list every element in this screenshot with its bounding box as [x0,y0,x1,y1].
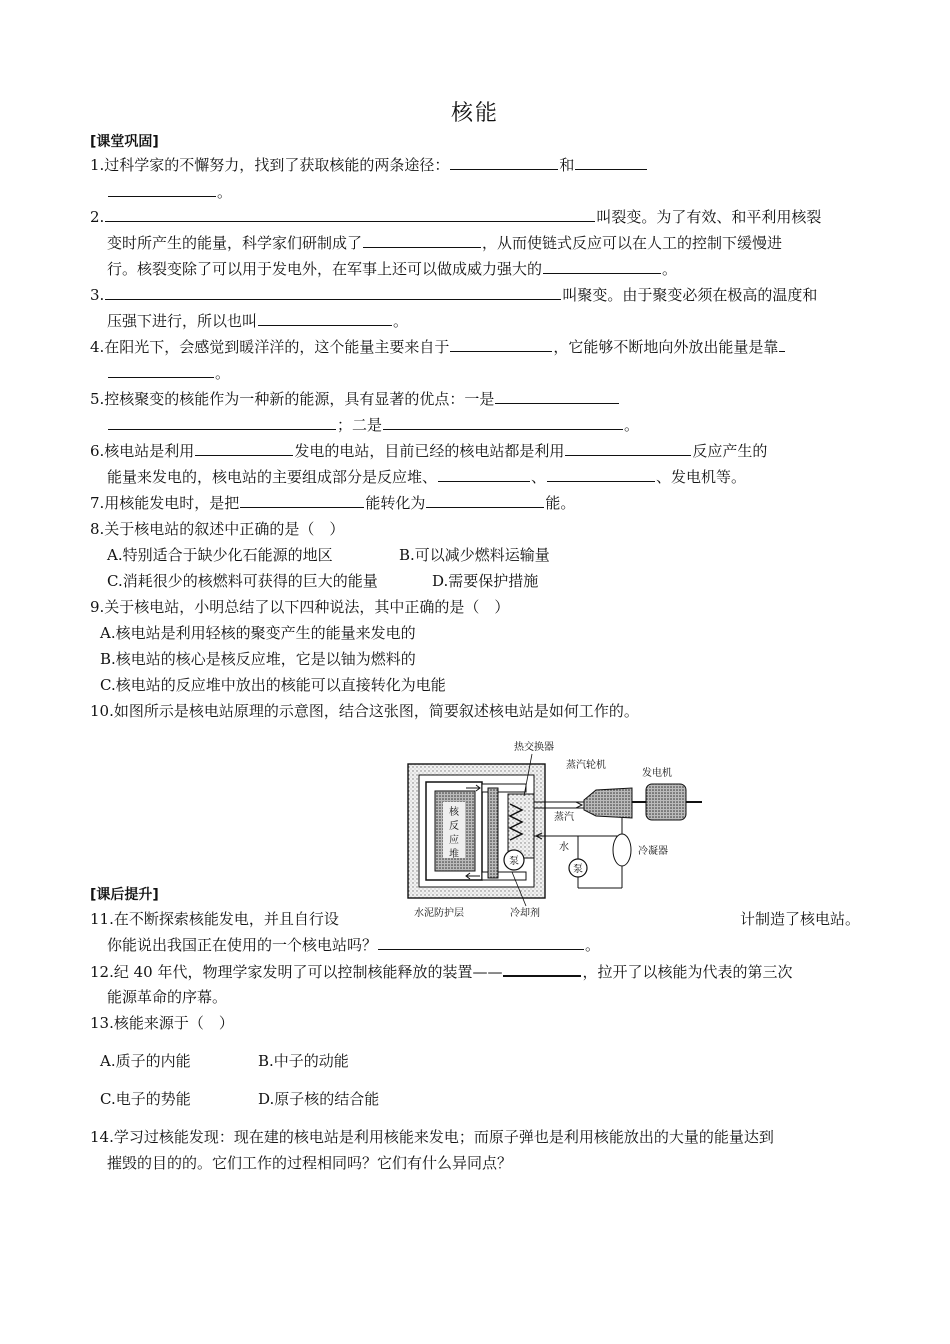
svg-text:反: 反 [449,821,459,832]
answer-blank[interactable] [105,206,595,222]
question-6-line-1: 6.核电站是利用 发电的电站，目前已经的核电站都是利用 反应产生的 [90,442,768,460]
question-13-options-row-2 [100,1088,870,1110]
answer-blank[interactable] [105,284,561,300]
question-8-stem: 8.关于核电站的叙述中正确的是（ ） [90,520,345,538]
question-12-line-1: 12.纪 40 年代，物理学家发明了可以控制核能释放的装置—— ，拉开了以核能为代表的第三次 [90,960,860,982]
answer-blank[interactable] [779,336,785,352]
section-heading-after-class: [课后提升] [90,887,159,903]
answer-blank[interactable] [547,466,655,482]
question-14-line-2: 摧毁的目的的。它们工作的过程相同吗？它们有什么异同点？ [107,1154,513,1172]
heat-exchanger [508,794,534,858]
question-2-line-1: 2. 叫裂变。为了有效、和平利用核裂 [90,208,822,226]
svg-text:冷凝器: 冷凝器 [638,846,668,857]
question-2-line-3: 行。核裂变除了可以用于发电外，在军事上还可以做成威力强大的 。 [107,260,678,278]
svg-text:泵: 泵 [509,856,519,867]
answer-blank[interactable] [543,258,661,274]
answer-blank[interactable] [258,310,392,326]
svg-text:冷却剂: 冷却剂 [510,908,540,919]
answer-blank[interactable] [565,440,691,456]
svg-text:蒸汽轮机: 蒸汽轮机 [566,760,606,771]
answer-blank[interactable] [195,440,293,456]
section-heading-classroom: [课堂巩固] [90,134,159,150]
answer-blank[interactable] [240,492,364,508]
svg-text:发电机: 发电机 [642,768,672,779]
svg-text:水泥防护层: 水泥防护层 [414,908,464,919]
svg-text:水: 水 [559,842,569,853]
question-1-line-2: 。 [107,181,859,203]
option-c[interactable]: C.消耗很少的核燃料可获得的巨大的能量 [107,572,378,590]
option-b[interactable]: B.中子的动能 [258,1052,349,1070]
question-14-line-1: 14.学习过核能发现：现在建的核电站是利用核能来发电；而原子弹也是利用核能放出的大量的能量达到 [90,1128,774,1146]
steam-turbine [584,788,632,818]
option-a[interactable]: A.质子的内能 [100,1052,191,1070]
svg-text:泵: 泵 [573,864,583,875]
question-4-line-1: 4.在阳光下，会感觉到暖洋洋的，这个能量主要来自于 ，它能够不断地向外放出能量是靠 [90,336,860,358]
answer-blank[interactable] [108,414,336,430]
answer-blank[interactable] [450,154,558,170]
svg-text:应: 应 [449,835,459,846]
svg-text:堆: 堆 [449,849,459,860]
question-8-options-row-1 [107,544,859,566]
question-9-stem: 9.关于核电站，小明总结了以下四种说法，其中正确的是（ ） [90,598,510,616]
generator [646,784,686,820]
question-2-line-2: 变时所产生的能量，科学家们研制成了 ，从而使链式反应可以在人工的控制下缓慢进 [107,234,783,252]
question-13-stem: 13.核能来源于（ ） [90,1014,234,1032]
nuclear-plant-diagram [400,738,710,922]
option-b[interactable]: B.核电站的核心是核反应堆，它是以铀为燃料的 [100,650,416,668]
question-4-line-2: 。 [107,362,859,384]
option-c[interactable]: C.电子的势能 [100,1090,191,1108]
question-5-line-1: 5.控核聚变的核能作为一种新的能源，具有显著的优点：一是 [90,388,860,410]
answer-blank[interactable] [108,181,216,197]
option-d[interactable]: D.需要保护措施 [432,572,539,590]
svg-text:蒸汽: 蒸汽 [554,812,574,823]
question-13-options-row-1 [100,1050,870,1072]
answer-blank[interactable] [575,154,647,170]
question-12-line-2: 能源革命的序幕。 [107,988,228,1006]
answer-blank[interactable] [108,362,214,378]
answer-blank[interactable] [363,232,481,248]
option-a[interactable]: A.特别适合于缺少化石能源的地区 [107,546,333,564]
answer-blank[interactable] [495,388,619,404]
answer-blank[interactable] [450,336,552,352]
option-c[interactable]: C.核电站的反应堆中放出的核能可以直接转化为电能 [100,676,446,694]
question-8-options-row-2 [107,570,859,592]
answer-blank[interactable] [438,466,530,482]
answer-blank[interactable] [378,934,584,950]
question-5-line-2: ；二是 。 [107,414,859,436]
option-a[interactable]: A.核电站是利用轻核的聚变产生的能量来发电的 [100,624,416,642]
question-11-line-1: 11.在不断探索核能发电，并且自行设 计制造了核电站。 [90,910,860,928]
svg-text:核: 核 [449,807,459,818]
answer-blank[interactable] [426,492,544,508]
option-d[interactable]: D.原子核的结合能 [258,1090,380,1108]
page-title: 核能 [450,101,499,126]
question-1-line-1: 1.过科学家的不懈努力，找到了获取核能的两条途径： 和 [90,154,860,176]
question-7: 7.用核能发电时，是把 能转化为 能。 [90,494,576,512]
question-11-line-2: 你能说出我国正在使用的一个核电站吗？ 。 [107,936,601,954]
question-3-line-1: 3. 叫聚变。由于聚变必须在极高的温度和 [90,286,818,304]
question-10-stem: 10.如图所示是核电站原理的示意图，结合这张图，简要叙述核电站是如何工作的。 [90,702,639,720]
condenser [613,834,631,866]
question-3-line-2: 压强下进行，所以也叫 。 [107,312,409,330]
answer-blank[interactable] [503,960,581,977]
answer-blank[interactable] [383,414,623,430]
svg-text:热交换器: 热交换器 [514,742,554,753]
option-b[interactable]: B.可以减少燃料运输量 [399,546,550,564]
question-6-line-2: 能量来发电的，核电站的主要组成部分是反应堆、 、 、发电机等。 [107,468,747,486]
